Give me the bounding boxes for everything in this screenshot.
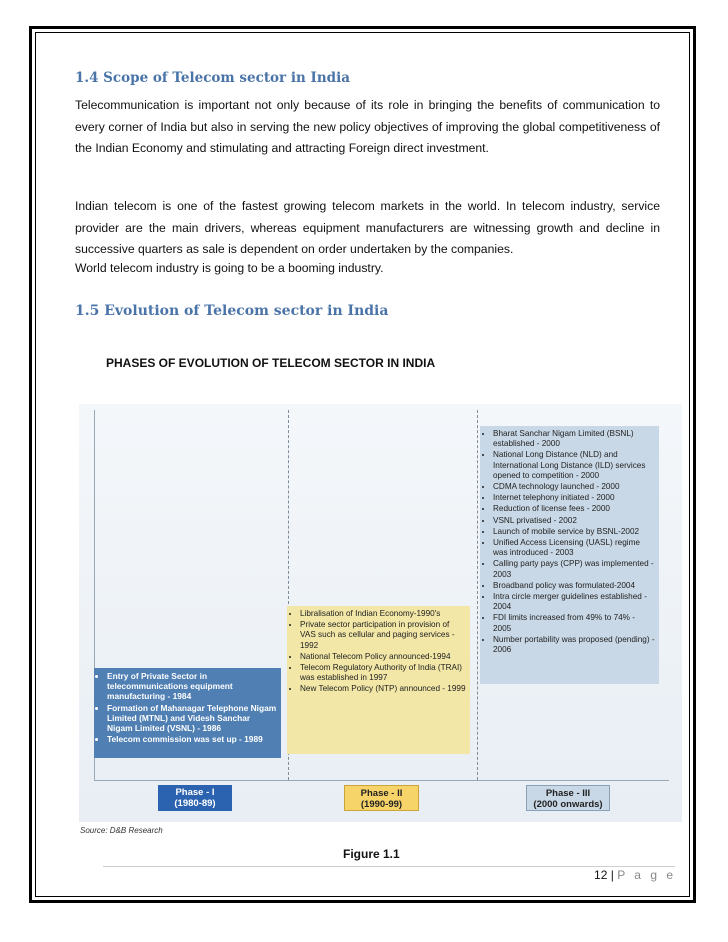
phase1-item: • Formation of Mahanagar Telephone Nigam Limited (MTNL) and Videsh Sanchar Nigam Limited (VSNL) - 1986 xyxy=(107,703,277,734)
phase2-item: • Private sector participation in provision of VAS such as cellular and paging services - 1992 xyxy=(300,620,466,651)
phase3-item: • Broadband policy was formulated-2004 xyxy=(493,581,655,591)
page-label: P a g e xyxy=(617,868,676,882)
phase1-label-text: Phase - I xyxy=(175,787,215,798)
section-heading-1-4: 1.4 Scope of Telecom sector in India xyxy=(75,70,350,86)
phase1-box xyxy=(94,668,281,758)
phase3-item: • Number portability was proposed (pending) - 2006 xyxy=(493,635,655,655)
phase2-item: • Telecom Regulatory Authority of India (TRAI) was established in 1997 xyxy=(300,663,466,683)
phase2-years: (1990-99) xyxy=(360,799,403,810)
page-footer xyxy=(594,868,676,882)
phase3-item: • VSNL privatised - 2002 xyxy=(493,516,655,526)
figure-title: PHASES OF EVOLUTION OF TELECOM SECTOR IN INDIA xyxy=(106,356,436,370)
page-separator: | xyxy=(610,868,614,882)
paragraph-1: Telecommunication is important not only because of its role in bringing the benefits of communication to every corner of India but also in serving the new policy objectives of improving the global competitiveness of the Indian Economy and stimulating and attracting Foreign direct investment. xyxy=(75,98,660,155)
phase1-item: • Telecom commission was set up - 1989 xyxy=(107,734,277,744)
phase2-item: • New Telecom Policy (NTP) announced - 1999 xyxy=(300,684,466,694)
phase3-item: • CDMA technology launched - 2000 xyxy=(493,482,655,492)
phase2-item: • Libralisation of Indian Economy-1990's xyxy=(300,609,466,619)
footer-divider xyxy=(103,866,675,867)
axis-bottom xyxy=(94,780,669,781)
phase3-box xyxy=(480,426,659,684)
phase3-item: • Intra circle merger guidelines established - 2004 xyxy=(493,592,655,612)
phase3-item: • Reduction of license fees - 2000 xyxy=(493,504,655,514)
phase3-item: • Calling party pays (CPP) was implemented - 2003 xyxy=(493,559,655,579)
figure-caption: Figure 1.1 xyxy=(343,847,400,861)
phase2-label xyxy=(344,785,419,811)
phase3-label xyxy=(526,785,610,811)
phase3-item: • Internet telephony initiated - 2000 xyxy=(493,493,655,503)
phase2-item: • National Telecom Policy announced-1994 xyxy=(300,652,466,662)
phase3-item: • Launch of mobile service by BSNL-2002 xyxy=(493,527,655,537)
phase2-box xyxy=(287,606,470,754)
section-heading-1-5: 1.5 Evolution of Telecom sector in India xyxy=(75,303,389,319)
paragraph-2: Indian telecom is one of the fastest growing telecom markets in the world. In telecom industry, service provider are the main drivers, whereas equipment manufacturers are witnessing growth and decline in successive quarters as sale is dependent on order undertaken by the companies. xyxy=(75,199,660,256)
paragraph-3: World telecom industry is going to be a booming industry. xyxy=(75,261,384,275)
figure-source: Source: D&B Research xyxy=(80,826,163,835)
phase-divider-2 xyxy=(477,410,478,780)
phase1-years: (1980-89) xyxy=(174,798,216,809)
phase3-item: • Bharat Sanchar Nigam Limited (BSNL) established - 2000 xyxy=(493,429,655,449)
phase3-item: • Unified Access Licensing (UASL) regime was introduced - 2003 xyxy=(493,538,655,558)
phase2-label-text: Phase - II xyxy=(360,788,403,799)
phase1-label xyxy=(158,785,232,811)
phase3-item: • National Long Distance (NLD) and International Long Distance (ILD) services opened to competition - 2000 xyxy=(493,450,655,481)
phase3-item: • FDI limits increased from 49% to 74% - 2005 xyxy=(493,613,655,633)
page-number: 12 xyxy=(594,868,608,882)
evolution-figure xyxy=(79,404,682,822)
phase3-label-text: Phase - III xyxy=(545,788,591,799)
phase3-years: (2000 onwards) xyxy=(533,799,603,810)
phase1-item: • Entry of Private Sector in telecommunications equipment manufacturing - 1984 xyxy=(107,671,277,702)
